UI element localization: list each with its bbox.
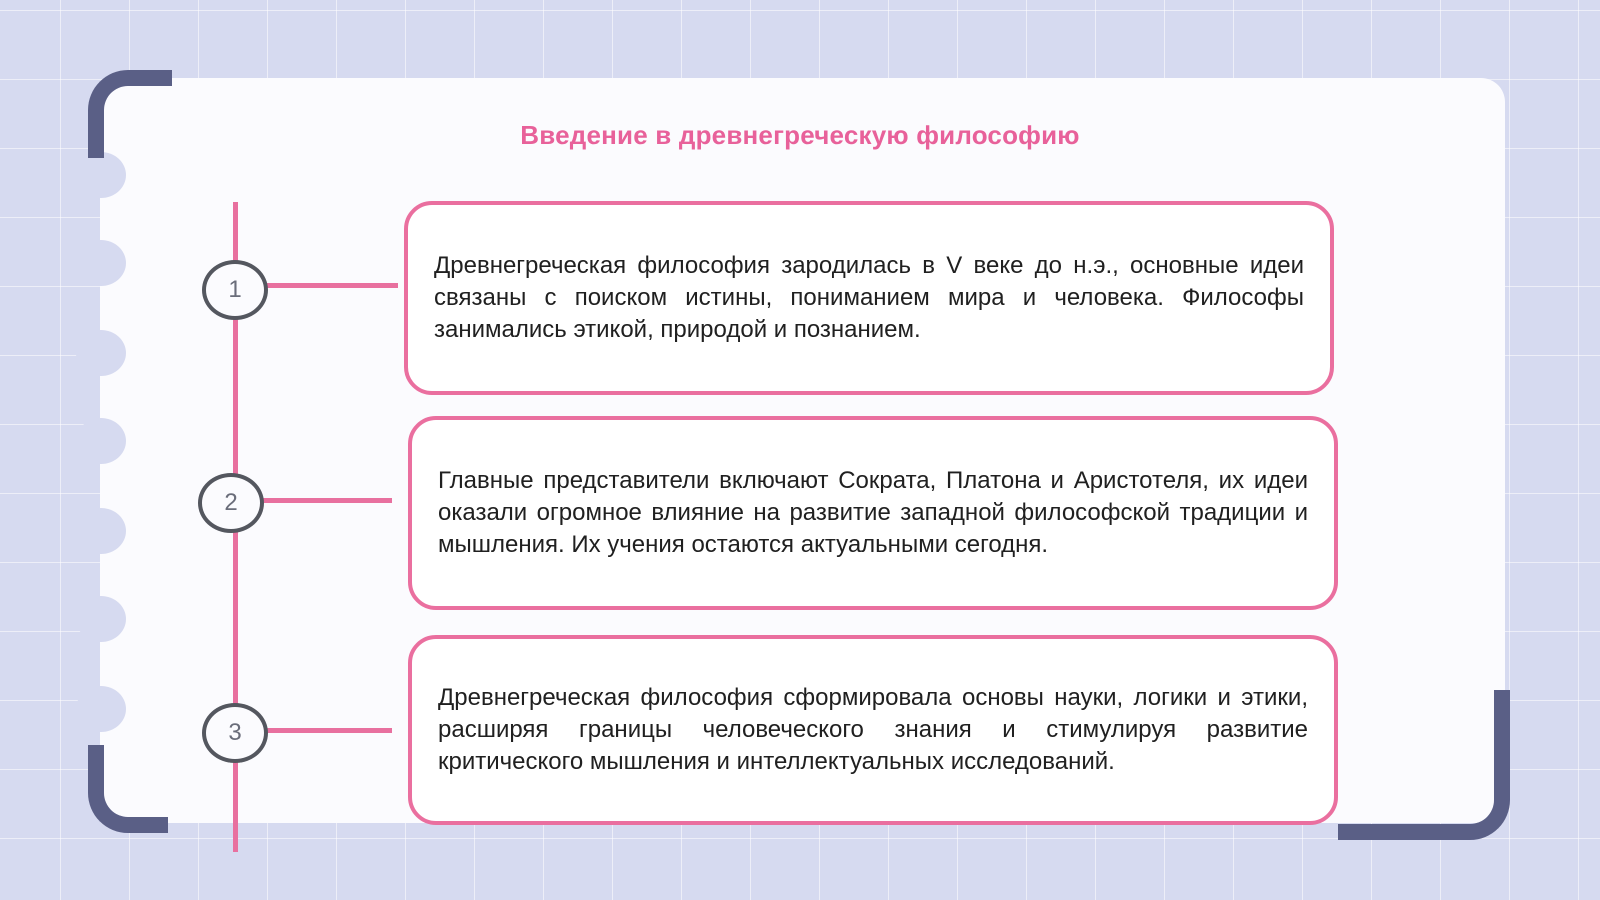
timeline-box-text: Древнегреческая философия зародилась в V веке до н.э., основные идеи связаны с поиском истины, пониманием мира и человека. Философы занимались этикой, природой и познанием. — [434, 252, 1304, 343]
timeline-box-text: Древнегреческая философия сформировала основы науки, логики и этики, расширяя границы человеческого знания и стимулируя развитие критического мышления и интеллектуальных исследований. — [438, 684, 1308, 775]
timeline-connector — [262, 498, 392, 503]
card-notch — [76, 240, 126, 286]
timeline-box-3 — [408, 635, 1338, 825]
step-number-3: 3 — [202, 703, 268, 763]
timeline-box-text: Главные представители включают Сократа, Платона и Аристотеля, их идеи оказали огромное влияние на развитие западной философской традиции и мышления. Их учения остаются актуальными сегодня. — [438, 467, 1308, 558]
card-notch — [76, 152, 126, 198]
step-number-2: 2 — [198, 473, 264, 533]
card-notch — [76, 686, 126, 732]
timeline-box-2 — [408, 416, 1338, 610]
timeline-connector — [262, 283, 398, 288]
corner-bracket-bottom-left — [88, 745, 168, 833]
timeline-connector — [262, 728, 392, 733]
card-notch — [76, 508, 126, 554]
corner-bracket-bottom-right — [1338, 690, 1510, 840]
card-notch — [76, 418, 126, 464]
card-notch — [76, 330, 126, 376]
slide-title: Введение в древнегреческую философию — [520, 120, 1080, 150]
step-number-1: 1 — [202, 260, 268, 320]
timeline-box-1 — [404, 201, 1334, 395]
card-notch — [76, 596, 126, 642]
